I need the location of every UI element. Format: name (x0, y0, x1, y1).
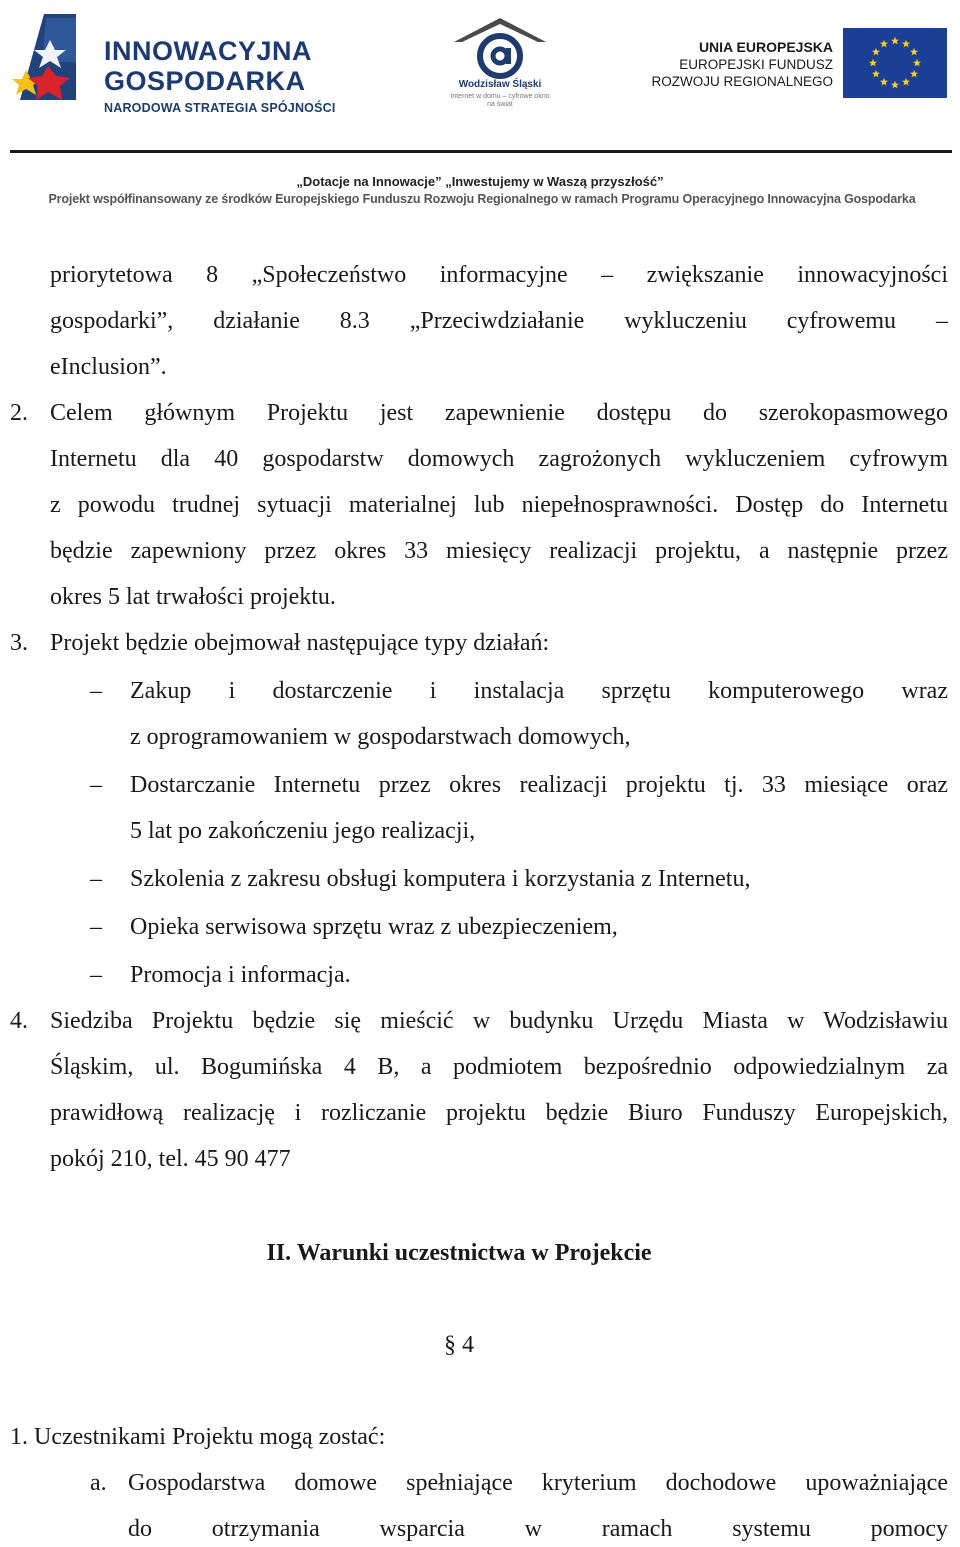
paragraph-2-line-4: będzie zapewniony przez okres 33 miesięcy realizacji projektu, a następnie przez (50, 538, 948, 564)
ig-logo-emblem-icon (12, 12, 92, 122)
paragraph-2-line-2: Internetu dla 40 gospodarstw domowych zagrożonych wykluczeniem cyfrowym (50, 446, 948, 472)
list-dash: – (90, 866, 102, 892)
list-dash: – (90, 772, 102, 798)
eu-logo-line3: ROZWOJU REGIONALNEGO (651, 74, 833, 89)
list-item-4: Opieka serwisowa sprzętu wraz z ubezpieczeniem, (130, 914, 618, 940)
paragraph-2-line-1: Celem głównym Projektu jest zapewnienie dostępu do szerokopasmowego (50, 400, 948, 426)
item-a-label: a. (90, 1470, 107, 1496)
paragraph-1-line-2: gospodarki”, działanie 8.3 „Przeciwdziałanie wykluczeniu cyfrowemu – (50, 308, 948, 334)
wodzislaw-slaski-logo (450, 16, 560, 116)
list-dash: – (90, 914, 102, 940)
list-item-2-line-1: Dostarczanie Internetu przez okres realizacji projektu tj. 33 miesiące oraz (130, 772, 948, 798)
paragraph-4-line-2: Śląskim, ul. Bogumińska 4 B, a podmiotem bezpośrednio odpowiedzialnym za (50, 1054, 948, 1080)
paragraph-mark: § 4 (444, 1332, 474, 1358)
list-item-1-line-2: z oprogramowaniem w gospodarstwach domowych, (130, 724, 631, 750)
eu-logo-line2: EUROPEJSKI FUNDUSZ (679, 57, 833, 72)
house-at-sign-icon (450, 16, 550, 80)
wodzislaw-logo-name: Wodzisław Śląski (458, 79, 542, 90)
list-item-5: Promocja i informacja. (130, 962, 351, 988)
section-heading: II. Warunki uczestnictwa w Projekcie (266, 1240, 652, 1266)
paragraph-4-line-3: prawidłową realizację i rozliczanie projektu będzie Biuro Funduszy Europejskich, (50, 1100, 948, 1126)
ig-logo-text (104, 36, 336, 115)
ig-logo-line2: GOSPODARKA (104, 66, 306, 96)
paragraph-1-line-3: eInclusion”. (50, 354, 167, 380)
paragraph-1-line-1: priorytetowa 8 „Społeczeństwo informacyjne – zwiększanie innowacyjności (50, 262, 948, 288)
list-dash: – (90, 962, 102, 988)
section-1-line-1: 1. Uczestnikami Projektu mogą zostać: (10, 1424, 386, 1450)
cofinancing-note: Projekt współfinansowany ze środków Europejskiego Funduszu Rozwoju Regionalnego w ramach Programu Operacyjnego Innowacyjna Gospodarka (48, 192, 916, 206)
header-slogan: „Dotacje na Innowacje” „Inwestujemy w Waszą przyszłość” (296, 174, 664, 189)
paragraph-4-line-4: pokój 210, tel. 45 90 477 (50, 1146, 291, 1172)
paragraph-3-number: 3. (10, 630, 28, 656)
paragraph-2-line-5: okres 5 lat trwałości projektu. (50, 584, 336, 610)
paragraph-2-number: 2. (10, 400, 28, 426)
list-item-2-line-2: 5 lat po zakończeniu jego realizacji, (130, 818, 476, 844)
ig-logo-line1: INNOWACYJNA (104, 36, 313, 66)
paragraph-3-intro: Projekt będzie obejmował następujące typy działań: (50, 630, 550, 656)
ig-logo-line3: NARODOWA STRATEGIA SPÓJNOŚCI (104, 101, 336, 115)
paragraph-4-number: 4. (10, 1008, 28, 1034)
header-divider (10, 150, 952, 153)
page-header (0, 0, 960, 215)
innowacyjna-gospodarka-logo (12, 12, 352, 122)
wodzislaw-logo-tagline: Internet w domu – cyfrowe okno na świat (450, 93, 550, 108)
eu-flag-icon (843, 28, 947, 98)
list-item-3: Szkolenia z zakresu obsługi komputera i korzystania z Internetu, (130, 866, 751, 892)
item-a-line-2: do otrzymania wsparcia w ramach systemu pomocy (128, 1516, 948, 1542)
item-a-line-1: Gospodarstwa domowe spełniające kryterium dochodowe upoważniające (128, 1470, 948, 1496)
list-item-1-line-1: Zakup i dostarczenie i instalacja sprzętu komputerowego wraz (130, 678, 948, 704)
eu-logo-line1: UNIA EUROPEJSKA (698, 39, 833, 55)
unia-europejska-logo (650, 25, 955, 105)
paragraph-4-line-1: Siedziba Projektu będzie się mieścić w budynku Urzędu Miasta w Wodzisławiu (50, 1008, 948, 1034)
eu-logo-text (651, 39, 833, 90)
paragraph-2-line-3: z powodu trudnej sytuacji materialnej lub niepełnosprawności. Dostęp do Internetu (50, 492, 948, 518)
list-dash: – (90, 678, 102, 704)
